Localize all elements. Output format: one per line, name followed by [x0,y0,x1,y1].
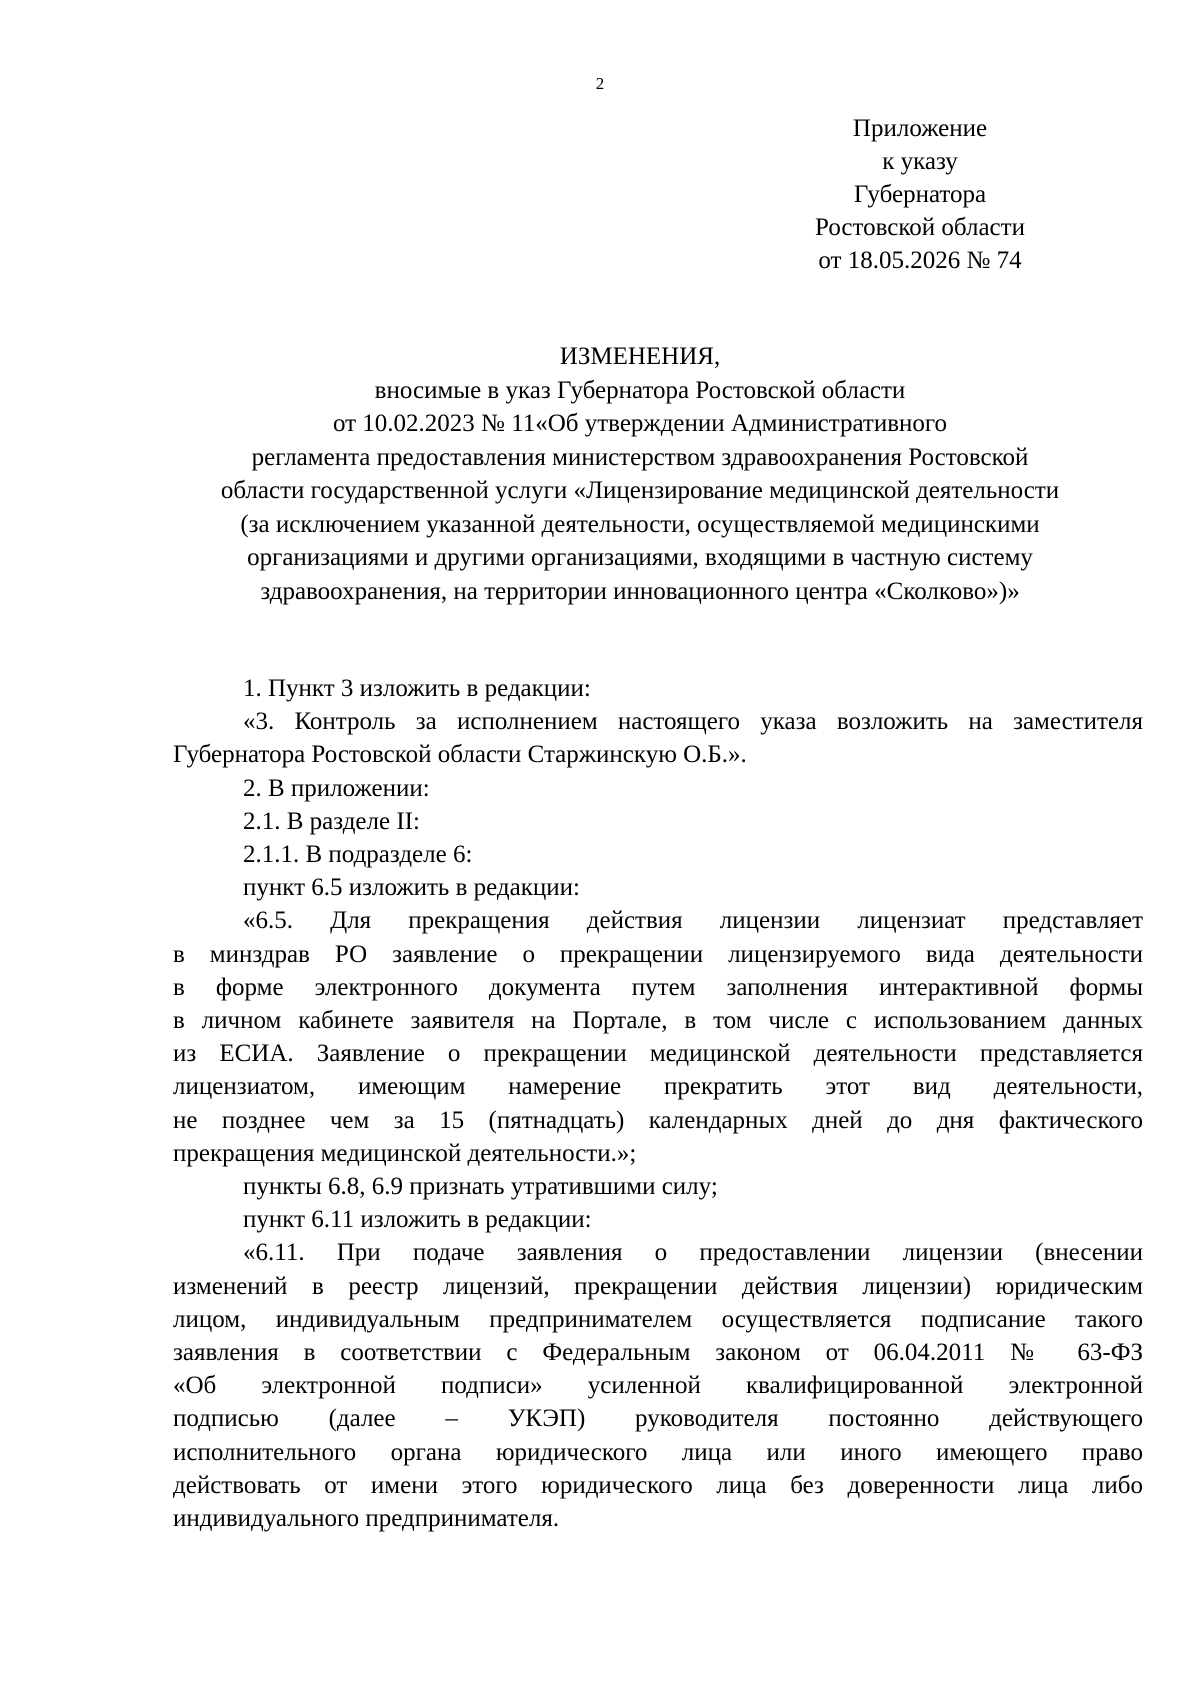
paragraph-line: лицензиатом, имеющим намерение прекратить этот вид деятельности, [173,1073,1143,1101]
document-title [160,340,1120,608]
appendix-line: Ростовской области [815,214,1025,241]
paragraph-line: изменений в реестр лицензий, прекращении действия лицензии) юридическим [173,1272,1143,1300]
document-body [173,672,1143,1535]
appendix-line: Приложение [852,115,988,142]
paragraph-item-2: 2. В приложении: [243,774,430,802]
paragraph-line: «Об электронной подписи» усиленной квалифицированной электронной [173,1372,1143,1400]
paragraph-line: в личном кабинете заявителя на Портале, в том числе с использованием данных [173,1007,1143,1035]
paragraph-item-2-1-1: 2.1.1. В подразделе 6: [243,841,473,869]
paragraph-line: «6.5. Для прекращения действия лицензии лицензиат представляет [243,907,1143,935]
paragraph-line: Губернатора Ростовской области Старжинскую О.Б.». [173,741,747,769]
title-line: (за исключением указанной деятельности, осуществляемой медицинскими [240,510,1040,538]
paragraph-clause-6-11: пункт 6.11 изложить в редакции: [243,1206,592,1234]
paragraph-line: «6.11. При подаче заявления о предоставлении лицензии (внесении [243,1239,1143,1267]
paragraph-line: исполнительного органа юридического лица или иного имеющего право [173,1438,1143,1466]
paragraph-clause-6-5: пункт 6.5 изложить в редакции: [243,874,580,902]
appendix-line: от 18.05.2026 № 74 [818,247,1022,274]
page-number: 2 [595,74,605,93]
title-line: здравоохранения, на территории инновационного центра «Сколково»)» [260,577,1020,605]
paragraph-line: индивидуального предпринимателя. [173,1505,560,1533]
paragraph-line: заявления в соответствии с Федеральным законом от 06.04.2011 № 63-ФЗ [173,1339,1143,1367]
paragraph-item-1: 1. Пункт 3 изложить в редакции: [243,675,591,702]
paragraph-line: из ЕСИА. Заявление о прекращении медицинской деятельности представляется [173,1040,1143,1068]
title-line: области государственной услуги «Лицензирование медицинской деятельности [220,477,1060,504]
paragraph-line: подписью (далее – УКЭП) руководителя постоянно действующего [173,1405,1143,1433]
appendix-block [770,112,1070,277]
paragraph-line: прекращения медицинской деятельности.»; [173,1139,637,1167]
paragraph-line: в форме электронного документа путем заполнения интерактивной формы [173,973,1143,1001]
title-line: вносимые в указ Губернатора Ростовской области [374,376,906,404]
title-line: от 10.02.2023 № 11«Об утверждении Административного [332,410,948,437]
paragraph-item-2-1: 2.1. В разделе II: [243,807,420,835]
paragraph-clauses-6-8-6-9: пункты 6.8, 6.9 признать утратившими силу; [243,1173,718,1201]
title-line: регламента предоставления министерством здравоохранения Ростовской [251,443,1029,471]
paragraph-line: «3. Контроль за исполнением настоящего указа возложить на заместителя [243,708,1143,736]
appendix-line: к указу [882,148,958,175]
appendix-line: Губернатора [853,181,987,208]
paragraph-line: лицом, индивидуальным предпринимателем осуществляется подписание такого [173,1305,1143,1333]
title-line: организациями и другими организациями, входящими в частную систему [247,544,1033,571]
paragraph-line: не позднее чем за 15 (пятнадцать) календарных дней до дня фактического [173,1106,1143,1134]
paragraph-line: в минздрав РО заявление о прекращении лицензируемого вида деятельности [173,940,1143,968]
title-heading: ИЗМЕНЕНИЯ, [559,343,721,370]
paragraph-line: действовать от имени этого юридического лица без доверенности лица либо [173,1471,1143,1499]
